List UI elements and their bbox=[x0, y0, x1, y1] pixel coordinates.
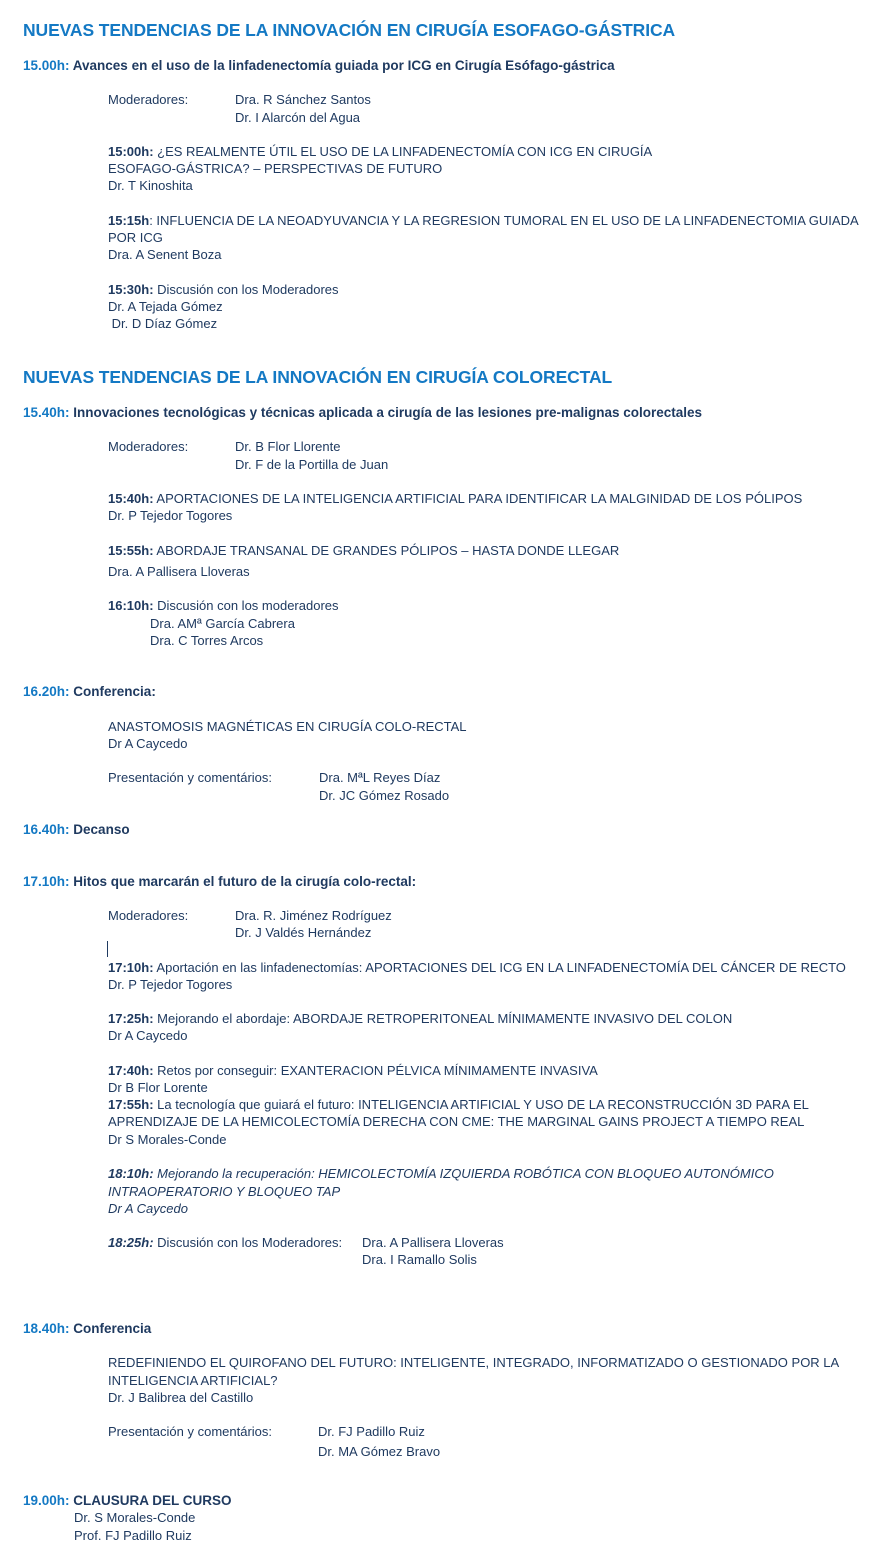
moderators-label: Moderadores: bbox=[108, 92, 189, 107]
session-time: 15.00h: bbox=[23, 58, 70, 73]
commentator-name: Dr. JC Gómez Rosado bbox=[319, 788, 450, 803]
talk-speaker: Dr. P Tejedor Togores bbox=[108, 977, 233, 992]
talk-speaker: Dra. A Pallisera Lloveras bbox=[362, 1235, 504, 1250]
talk-time: 15:30h: bbox=[108, 282, 154, 297]
talk-line bbox=[108, 543, 619, 558]
talk-speaker: Dra. A Senent Boza bbox=[108, 247, 222, 262]
talk-title: Mejorando la recuperación: HEMICOLECTOMÍA IZQUIERDA ROBÓTICA CON BLOQUEO AUTONÓMICO bbox=[153, 1166, 774, 1181]
talk-time: 17:10h: bbox=[108, 960, 154, 975]
section-title-esofago-gastrica: NUEVAS TENDENCIAS DE LA INNOVACIÓN EN CIRUGÍA ESOFAGO-GÁSTRICA bbox=[23, 20, 676, 40]
session-time: 15.40h: bbox=[23, 405, 70, 420]
talk-line bbox=[108, 598, 339, 613]
conference-time: 16.20h: bbox=[23, 684, 70, 699]
talk-title-continued: APRENDIZAJE DE LA HEMICOLECTOMÍA DERECHA CON CME: THE MARGINAL GAINS PROJECT A TIEMPO REAL bbox=[108, 1114, 805, 1129]
talk-time: 15:40h: bbox=[108, 491, 154, 506]
comments-label: Presentación y comentários: bbox=[108, 770, 273, 785]
moderator-name: Dr. I Alarcón del Agua bbox=[235, 110, 361, 125]
talk-title-continued: POR ICG bbox=[108, 230, 163, 245]
talk-title: Aportación en las linfadenectomías: APORTACIONES DEL ICG EN LA LINFADENECTOMÍA DEL CÁNCER DE RECTO bbox=[153, 960, 846, 975]
moderator-name: Dra. R. Jiménez Rodríguez bbox=[235, 908, 392, 923]
talk-title-continued: ESOFAGO-GÁSTRICA? – PERSPECTIVAS DE FUTURO bbox=[108, 161, 443, 176]
talk-line bbox=[108, 1097, 809, 1112]
talk-title: Discusión con los Moderadores: bbox=[153, 1235, 343, 1250]
talk-title: ¿ES REALMENTE ÚTIL EL USO DE LA LINFADENECTOMÍA CON ICG EN CIRUGÍA bbox=[153, 144, 653, 159]
talk-speaker: Dra. AMª García Cabrera bbox=[150, 616, 295, 631]
break-label: Decanso bbox=[73, 822, 130, 837]
closing-speaker: Prof. FJ Padillo Ruiz bbox=[74, 1528, 192, 1543]
talk-speaker: Dr B Flor Lorente bbox=[108, 1080, 208, 1095]
conference-speaker: Dr. J Balibrea del Castillo bbox=[108, 1390, 254, 1405]
closing-label: CLAUSURA DEL CURSO bbox=[73, 1493, 232, 1508]
session-title: Innovaciones tecnológicas y técnicas aplicada a cirugía de las lesiones pre-malignas colorectales bbox=[73, 405, 703, 420]
talk-speaker: Dr. A Tejada Gómez bbox=[108, 299, 223, 314]
talk-line bbox=[108, 1235, 342, 1250]
talk-title: Discusión con los Moderadores bbox=[153, 282, 339, 297]
talk-line bbox=[108, 1063, 598, 1078]
moderator-name: Dr. F de la Portilla de Juan bbox=[235, 457, 389, 472]
session-header bbox=[23, 58, 615, 73]
moderator-name: Dr. J Valdés Hernández bbox=[235, 925, 372, 940]
talk-speaker: Dr. P Tejedor Togores bbox=[108, 508, 233, 523]
conference-time: 18.40h: bbox=[23, 1321, 70, 1336]
break-time: 16.40h: bbox=[23, 822, 70, 837]
commentator-name: Dr. MA Gómez Bravo bbox=[318, 1444, 441, 1459]
talk-title: Retos por conseguir: EXANTERACION PÉLVICA MÍNIMAMENTE INVASIVA bbox=[153, 1063, 598, 1078]
talk-time: 15:00h: bbox=[108, 144, 154, 159]
talk-line bbox=[108, 1166, 774, 1181]
moderators-label: Moderadores: bbox=[108, 439, 189, 454]
section-title-colorectal: NUEVAS TENDENCIAS DE LA INNOVACIÓN EN CIRUGÍA COLORECTAL bbox=[23, 367, 613, 387]
talk-line bbox=[108, 282, 339, 297]
conference-label: Conferencia: bbox=[73, 684, 156, 699]
conference-topic-continued: INTELIGENCIA ARTIFICIAL? bbox=[108, 1373, 278, 1388]
comments-label: Presentación y comentários: bbox=[108, 1424, 273, 1439]
session-title: Avances en el uso de la linfadenectomía guiada por ICG en Cirugía Esófago-gástrica bbox=[72, 58, 615, 73]
talk-speaker: Dr. T Kinoshita bbox=[108, 178, 193, 193]
conference-speaker: Dr A Caycedo bbox=[108, 736, 188, 751]
closing-speaker: Dr. S Morales-Conde bbox=[74, 1510, 196, 1525]
session-time: 17.10h: bbox=[23, 874, 70, 889]
closing-time: 19.00h: bbox=[23, 1493, 70, 1508]
talk-time: 16:10h: bbox=[108, 598, 154, 613]
talk-line bbox=[108, 144, 652, 159]
talk-speaker: Dra. I Ramallo Solis bbox=[362, 1252, 477, 1267]
talk-title: ABORDAJE TRANSANAL DE GRANDES PÓLIPOS – HASTA DONDE LLEGAR bbox=[153, 543, 620, 558]
talk-title: : INFLUENCIA DE LA NEOADYUVANCIA Y LA REGRESION TUMORAL EN EL USO DE LA LINFADENECTOMIA GUIADA bbox=[149, 213, 859, 228]
talk-title: APORTACIONES DE LA INTELIGENCIA ARTIFICIAL PARA IDENTIFICAR LA MALGINIDAD DE LOS PÓLIPOS bbox=[153, 491, 803, 506]
session-header bbox=[23, 405, 702, 420]
talk-time: 18:10h: bbox=[108, 1166, 154, 1181]
talk-title: Discusión con los moderadores bbox=[153, 598, 339, 613]
talk-line bbox=[108, 213, 859, 228]
conference-header bbox=[23, 1321, 151, 1336]
talk-time: 17:55h: bbox=[108, 1097, 154, 1112]
talk-speaker: Dra. A Pallisera Lloveras bbox=[108, 564, 250, 579]
moderators-label: Moderadores: bbox=[108, 908, 189, 923]
talk-time: 15:15h bbox=[108, 213, 150, 228]
break-header bbox=[23, 822, 130, 837]
talk-speaker: Dr S Morales-Conde bbox=[108, 1132, 227, 1147]
talk-title: Mejorando el abordaje: ABORDAJE RETROPERITONEAL MÍNIMAMENTE INVASIVO DEL COLON bbox=[153, 1011, 733, 1026]
talk-speaker: Dr A Caycedo bbox=[108, 1028, 188, 1043]
talk-speaker: Dr. D Díaz Gómez bbox=[108, 316, 218, 331]
talk-line bbox=[108, 491, 802, 506]
closing-header bbox=[23, 1493, 232, 1508]
talk-speaker: Dr A Caycedo bbox=[108, 1201, 188, 1216]
talk-title: La tecnología que guiará el futuro: INTELIGENCIA ARTIFICIAL Y USO DE LA RECONSTRUCCIÓN 3D PARA EL bbox=[153, 1097, 809, 1112]
text-cursor bbox=[107, 941, 108, 957]
talk-time: 17:40h: bbox=[108, 1063, 154, 1078]
commentator-name: Dr. FJ Padillo Ruiz bbox=[318, 1424, 425, 1439]
session-header bbox=[23, 874, 416, 889]
talk-line bbox=[108, 960, 846, 975]
conference-label: Conferencia bbox=[73, 1321, 152, 1336]
talk-speaker: Dra. C Torres Arcos bbox=[150, 633, 264, 648]
moderator-name: Dr. B Flor Llorente bbox=[235, 439, 341, 454]
conference-topic: REDEFINIENDO EL QUIROFANO DEL FUTURO: INTELIGENTE, INTEGRADO, INFORMATIZADO O GESTIONADO POR LA bbox=[108, 1355, 840, 1370]
conference-topic: ANASTOMOSIS MAGNÉTICAS EN CIRUGÍA COLO-RECTAL bbox=[108, 719, 467, 734]
talk-time: 15:55h: bbox=[108, 543, 154, 558]
talk-line bbox=[108, 1011, 732, 1026]
session-title: Hitos que marcarán el futuro de la cirugía colo-rectal: bbox=[73, 874, 417, 889]
moderator-name: Dra. R Sánchez Santos bbox=[235, 92, 371, 107]
commentator-name: Dra. MªL Reyes Díaz bbox=[319, 770, 441, 785]
talk-title-continued: INTRAOPERATORIO Y BLOQUEO TAP bbox=[108, 1184, 341, 1199]
conference-header bbox=[23, 684, 156, 699]
talk-time: 17:25h: bbox=[108, 1011, 154, 1026]
talk-time: 18:25h: bbox=[108, 1235, 154, 1250]
